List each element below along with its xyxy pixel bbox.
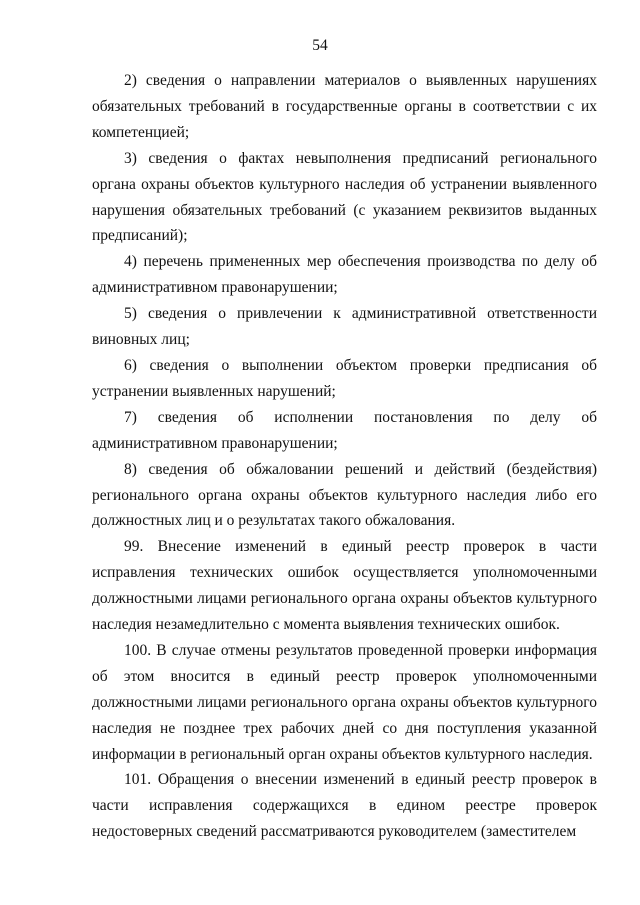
- paragraph-item-6: 6) сведения о выполнении объектом проверки предписания об устранении выявленных нарушений;: [92, 356, 597, 400]
- document-body: [92, 68, 597, 845]
- paragraph-item-5: 5) сведения о привлечении к административной ответственности виновных лиц;: [92, 305, 597, 349]
- paragraph-item-4: 4) перечень примененных мер обеспечения производства по делу об административном правонарушении;: [92, 253, 597, 297]
- paragraph-item-3: 3) сведения о фактах невыполнения предписаний регионального органа охраны объектов культурного наследия об устранении выявленного нарушения обязательных требований (с указанием реквизитов выданных предписаний);: [92, 149, 597, 245]
- paragraph-item-7: 7) сведения об исполнении постановления по делу об административном правонарушении;: [92, 408, 597, 452]
- paragraph-100: 100. В случае отмены результатов проведенной проверки информация об этом вносится в единый реестр проверок уполномоченными должностными лицами регионального органа охраны объектов культурного наследия не позднее трех рабочих дней со дня поступления указанной информации в региональный орган охраны объектов культурного наследия.: [92, 641, 597, 763]
- paragraph-101: 101. Обращения о внесении изменений в единый реестр проверок в части исправления содержащихся в едином реестре проверок недостоверных сведений рассматриваются руководителем (заместителем: [92, 771, 597, 841]
- paragraph-item-2: 2) сведения о направлении материалов о выявленных нарушениях обязательных требований в государственные органы в соответствии с их компетенцией;: [92, 72, 597, 141]
- paragraph-item-8: 8) сведения об обжаловании решений и действий (бездействия) регионального органа охраны объектов культурного наследия либо его должностных лиц и о результатах такого обжалования.: [92, 460, 597, 530]
- page-number: 54: [312, 37, 328, 54]
- paragraph-99: 99. Внесение изменений в единый реестр проверок в части исправления технических ошибок осуществляется уполномоченными должностными лицами регионального органа охраны объектов культурного наследия незамедлительно с момента выявления технических ошибок.: [92, 538, 597, 634]
